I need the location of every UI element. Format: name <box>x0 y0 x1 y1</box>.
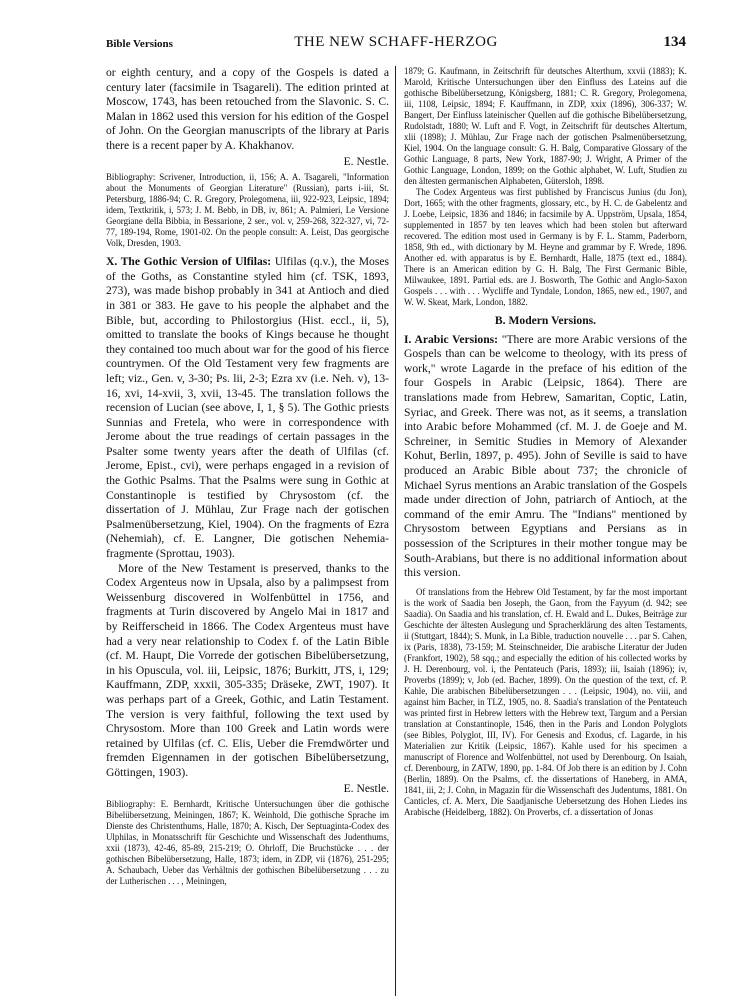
page-number: 134 <box>663 34 686 50</box>
section-x-paragraph <box>106 255 389 561</box>
bibliography-georgian: Bibliography: Scrivener, Introduction, ii, 156; A. A. Tsagareli, "Information about the Monuments of Georgian Literature" (Russian), parts i-iii, St. Petersburg, 1886-94; C. R. Gregory, Prolegomena, iii, 922-923, Leipsic, 1894; idem, Textkritik, i, 573; J. M. Bebb, in DB, iv, 861; A. Palmieri, Le Versione Georgiane della Bibbia, in Bessarione, 2 ser., vol. v, 259-268, 322-327, vi, 72-77, 189-194, Rome, 1901-02. On the people consult: A. Leist, Das georgische Volk, Dresden, 1903. <box>106 172 389 249</box>
running-header <box>106 34 686 54</box>
saadia-paragraph: Of translations from the Hebrew Old Testament, by far the most important is the work of Saadia ben Joseph, the Gaon, from the Fayyum (d. 942; see Saadia). On Saadia and his translation, cf. H. Ewald and L. Dukes, Beiträge zur Geschichte der ältesten Auslegung und Spracherklärung des alten Testaments, ii (Stuttgart, 1844); S. Munk, in La Bible, traduction nouvelle . . . par S. Cahen, ix (Paris, 1838), 73-159; M. Steinschneider, Die arabische Literatur der Juden (Frankfort, 1902), 58 sqq.; and especially the edition of his collected works by J. H. Derenbourg, vol. i, the Pentateuch (Paris, 1893); iii, Isaiah (1896); iv, Proverbs (1899); v, Job (ed. Bacher, 1899). On the question of the text, cf. P. Kahle, Die arabischen Bibelübersetzungen . . . (Leipsic, 1904), no. viii, and against him Bacher, in TLZ, 1905, no. 8. Saadia's translation of the Pentateuch was printed first in Hebrew letters with the Hebrew text, Targum and a Persian translation at Constantinople, 1546, then in the Paris and London Polyglots (see Bibles, Polyglot, III, IV). For Genesis and Exodus, cf. Lagarde, in his Materialien zur Kritik (Leipsic, 1867). Kahle used for his specimen a manuscript of Florence and Wolfenbüttel, not used by Derenbourg. On Isaiah, cf. Derenbourg, in ZATW, 1890, pp. 1-84. Of Job there is an edition by J. Cohn (Berlin, 1889). On the Psalms, cf. the dissertations of Haneberg, in AMA, 1841, iii, 2; J. Cohn, in Magazin für die Wissenschaft des Judentums, 1881. On Canticles, cf. A. Merx, Die Saadjanische Uebersetzung des Hohen Liedes ins Arabische (Heidelberg, 1882). On Proverbs, cf. a dissertation of Jonas <box>404 586 687 817</box>
section-b-heading: B. Modern Versions. <box>494 314 597 327</box>
header-publication-title: THE NEW SCHAFF-HERZOG <box>294 34 498 50</box>
section-x-body-2: More of the New Testament is preserved, thanks to the Codex Argenteus now in Upsala, also by a palimpsest from Weissenburg discovered in Wolfenbüttel in 1756, and fragments at Turin discovered by Angelo Mai in 1817 and by Reifferscheid in 1866. The Codex Argenteus must have had a very near relationship to Codex f. of the Latin Bible (cf. M. Haupt, Die Vorrede der gotischen Bibelübersetzung, in his Opuscula, vol. iii, Leipsic, 1876; Burkitt, JTS, i, 129; Kauffmann, ZDP, xxxii, 305-335; Dräseke, ZWT, 1907). It was perhaps part of a Greek, Gothic, and Latin Testament. The version is very faithful, following the text used by Chrysostom. More than 100 Greek and Latin words were retained by Ulfilas (cf. C. Elis, Ueber die Fremdwörter und fremden Eigennamen in der gotischen Bibelübersetzung, Göttingen, 1903). <box>106 561 389 779</box>
bibliography-gothic: Bibliography: E. Bernhardt, Kritische Untersuchungen über die gothische Bibelübersetzung, Meiningen, 1867; K. Weinhold, Die gothische Sprache im Dienste des Christenthums, Halle, 1870; A. Kisch, Der Septuaginta-Codex des Ulphilas, in Monatsschrift für Geschichte und Wissenschaft des Judenthums, xxii (1873), 42-46, 85-89, 215-219; O. Ohrloff, Die Bruchstücke . . . der gothischen Bibelübersetzung, Halle, 1873; idem, in ZDP, vii (1876), 251-295; A. Schaubach, Ueber das Verhältnis der gothischen Bibelübersetzung . . . zu der Lutherischen . . . , Meiningen, <box>106 799 389 887</box>
intro-paragraph: or eighth century, and a copy of the Gospels is dated a century later (facsimile in Tsagareli). The edition printed at Moscow, 1743, has been retouched from the Slavonic. S. C. Malan in 1862 used this version for his edition of the Gospel of John. On the Georgian manuscripts of the library at Paris there is a recent paper by A. Khakhanov. <box>106 66 389 152</box>
column-divider <box>395 66 396 996</box>
section-i-title: I. Arabic Versions: <box>404 332 499 346</box>
bibliography-gothic-continued: 1879; G. Kaufmann, in Zeitschrift für deutsches Alterthum, xxvii (1883); K. Marold, Kritische Untersuchungen über den Einfluss des Lateins auf die gothische Bibelübersetzung, Königsberg, 1881; C. R. Gregory, Prolegomena, iii, 1108, Leipsic, 1894; F. Kauffmann, in ZDP, xxix (1896), 306-337; W. Bangert, Der Einfluss lateinischer Quellen auf die gothische Bibelübersetzung, Rudolstadt, 1880; W. Luft and F. Vogt, in Zeitschrift für deutsches Altertum, xlii (1898); J. Mühlau, Zur Frage nach der gotischen Psalmenübersetzung, Kiel, 1904. On the language consult: G. H. Balg, Comparative Glossary of the Gothic Language, 8 parts, New York, 1887-90; J. Wright, A Primer of the Gothic Language, London, 1899; on the Gothic alphabet, W. Luft, Studien zu den ältesten germanischen Alphabeten, Gütersloh, 1898. <box>404 66 687 186</box>
left-column <box>106 66 389 887</box>
right-column <box>404 66 687 818</box>
header-section-title: Bible Versions <box>106 38 173 50</box>
section-i-body: "There are more Arabic versions of the Gospels than can be welcome to theology, with its press of work," wrote Lagarde in the preface of his edition of the four Gospels in Arabic (Leipsic, 1864). There are translations made from Hebrew, Samaritan, Coptic, Latin, Syriac, and Greek. There was not, as it seems, a translation into Arabic before Mohammed (cf. M. J. de Goeje and M. Schreiner, in Semitic Studies in Memory of Alexander Kohut, Berlin, 1897, p. 495). John of Seville is said to have produced an Arabic Bible about 737; the chronicle of Michael Syrus mentions an Arabic translation of the Gospels made under direction of John, patriarch of Antioch, at the command of the emir Amru. The "Indians" mentioned by Chrysostom between Egyptians and Persians as in possession of the Scriptures in their mother tongue may be South-Arabians, but there is no additional information about this version. <box>404 332 687 580</box>
section-x-body: Ulfilas (q.v.), the Moses of the Goths, as Constantine styled him (cf. TSK, 1893, 273), was made bishop probably in 341 at Antioch and died in 381 or 383. He gave to his people the alphabet and the Bible, but, according to Philostorgius (Hist. eccl., ii, 5), omitted to translate the books of Kings because he thought they contained too much about war for the good of his fierce countrymen. Of the Old Testament very few fragments are left; viz., Gen. v, 3-30; Ps. lii, 2-3; Ezra xv (i.e. Neh. v), 13-16, xvi, 14-xvii, 3, xvii, 13-45. The translation follows the recension of Lucian (see above, I, 1, § 5). The Gothic priests Sunnias and Fretela, who were in correspondence with Jerome about the true readings of certain passages in the Psalter some twenty years after the death of Ulfilas (cf. Jerome, Epist., cvi), were perhaps engaged in a revision of the Gothic Psalms. That the Psalms were sung in Gothic at Constantinople is testified by Chrysostom (cf. the dissertation of J. Mühlau, Zur Frage nach der gotischen Psalmenübersetzung, Kiel, 1904). On the fragments of Ezra (Nehemiah), cf. E. Langner, Die gotischen Nehemia-fragmente (Sprottau, 1903). <box>106 255 389 561</box>
section-x-title: X. The Gothic Version of Ulfilas: <box>106 255 272 269</box>
signature-nestle-1: E. Nestle. <box>343 154 389 168</box>
section-i-paragraph <box>404 333 687 581</box>
codex-argenteus-paragraph: The Codex Argenteus was first published by Franciscus Junius (du Jon), Dort, 1665; with the other fragments, glossary, etc., by H. C. de Gabelentz and J. Loebe, Leipsic, 1836 and 1846; in facsimile by A. Uppström, Upsala, 1854, supplemented in 1857 by ten leaves which had been stolen but afterward recovered. The edition most used in Germany is by F. L. Stamm, Paderborn, 1858, 9th ed., with dictionary by M. Heyne and grammar by F. Wrede, 1896. Another ed. with apparatus is by E. Bernhardt, Halle, 1875 (text ed., 1884). There is an American edition by G. H. Balg, The First Germanic Bible, Milwaukee, 1891. Partial eds. are J. Bosworth, The Gothic and Anglo-Saxon Gospels . . . with . . . Wycliffe and Tyndale, London, 1865, new ed., 1907, and W. W. Skeat, Mark, London, 1882. <box>404 187 687 307</box>
signature-nestle-2: E. Nestle. <box>343 781 389 795</box>
